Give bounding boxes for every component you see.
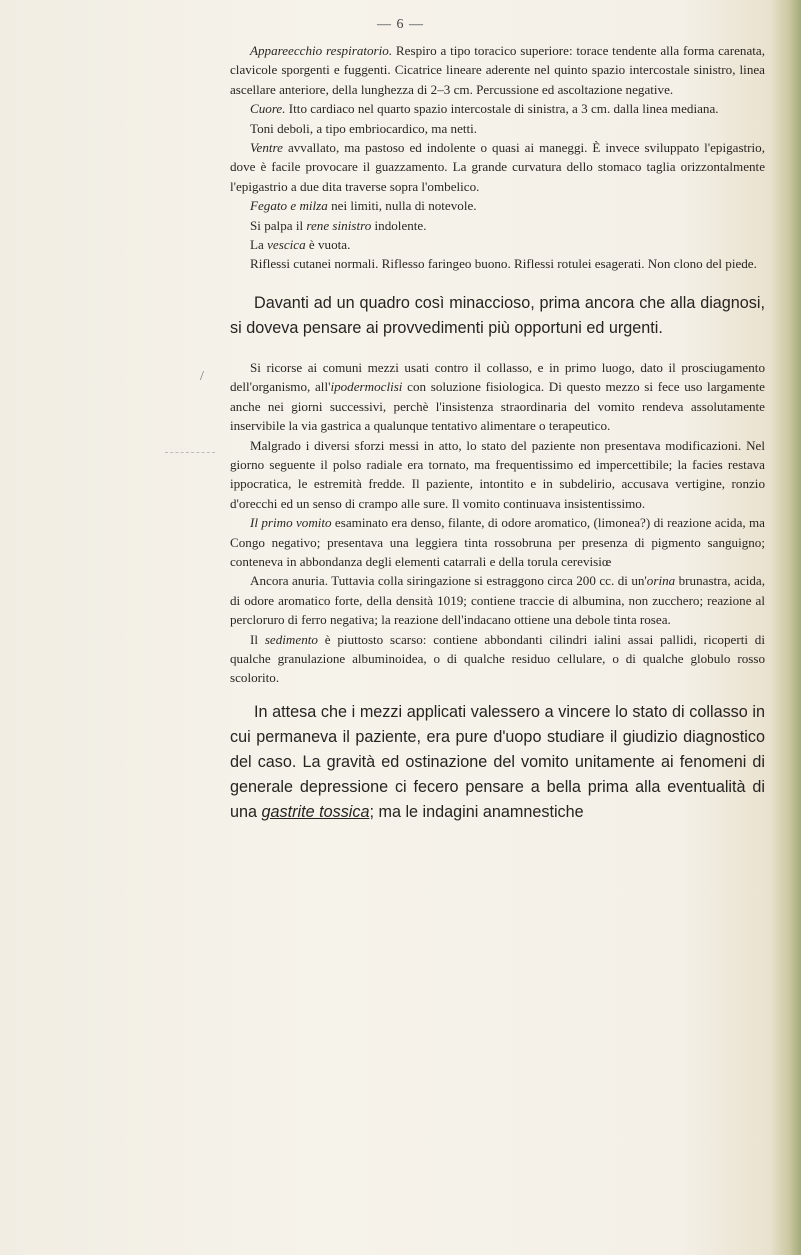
paragraph-respiratory: Appareecchio respiratorio. Respiro a tipo toracico superiore: torace tendente alla forma carenata, clavicole sporgenti e fuggenti. Cicatrice lineare aderente nel quinto spazio intercostale sinistro, linea ascellare anteriore, della lunghezza di 2–3 cm. Percussione ed ascoltazione negative.	[230, 43, 765, 97]
paragraph-kidney: Si palpa il rene sinistro indolente.	[250, 217, 427, 233]
margin-pencil-mark	[165, 452, 215, 453]
treatment-findings	[230, 358, 765, 688]
paragraph-bladder: La vescica è vuota.	[250, 237, 351, 253]
paragraph-abdomen: Ventre avvallato, ma pastoso ed indolente o quasi ai maneggi. È invece sviluppato l'epigastrio, dove è facile provocare il guazzamento. La grande curvatura dello stomaco taglia orizzontalmente l'epigastrio a due dita traverse sopra l'ombelico.	[230, 140, 765, 194]
emphasis-paragraph-2: In attesa che i mezzi applicati valessero a vincere lo stato di collasso in cui permaneva il paziente, era pure d'uopo studiare il giudizio diagnostico del caso. La gravità ed ostinazione del vomito unitamente ai fenomeni di generale depressione ci fecero pensare a bella prima alla eventualità di una gastrite tossica; ma le indagini anamnestiche	[230, 702, 765, 821]
paragraph-liver: Fegato e milza nei limiti, nulla di notevole.	[250, 198, 477, 214]
paragraph-reflexes: Riflessi cutanei normali. Riflesso faringeo buono. Riflessi rotulei esagerati. Non clono del piede.	[250, 256, 757, 272]
paragraph-urine: Ancora anuria. Tuttavia colla siringazione si estraggono circa 200 cc. di un'orina brunastra, acida, di odore aromatico forte, della densità 1019; contiene traccie di albumina, non zucchero; reazione al percloruro di ferro negativa; la reazione dell'indacano ottiene una debole tinta rosea.	[230, 573, 765, 628]
page-number: — 6 —	[377, 17, 424, 32]
page-edge-shadow	[771, 0, 801, 1255]
emphasis-paragraph-1: Davanti ad un quadro così minaccioso, prima ancora che alla diagnosi, si doveva pensare ai provvedimenti più opportuni ed urgenti.	[230, 293, 765, 337]
paragraph-treatment: Si ricorse ai comuni mezzi usati contro il collasso, e in primo luogo, dato il prosciugamento dell'organismo, all'ipodermoclisi con soluzione fisiologica. Di questo mezzo si fece uso largamente anche nei giorni successivi, perchè l'insistenza straordinaria del vomito rendeva assolutamente inservibile la via gastrica a qualunque tentativo alimentare o terapeutico.	[230, 359, 765, 434]
paragraph-sediment: Il sedimento è piuttosto scarso: contiene abbondanti cilindri ialini assai pallidi, ricoperti di qualche granulazione albuminoidea, o di qualche residuo cellulare, o di qualche globulo rosso scolorito.	[230, 631, 765, 686]
exam-findings	[230, 41, 765, 274]
margin-mark: /	[200, 369, 204, 384]
paragraph-heart-tones: Toni deboli, a tipo embriocardico, ma netti.	[250, 120, 478, 136]
paragraph-progress: Malgrado i diversi sforzi messi in atto, lo stato del paziente non presentava modificazioni. Nel giorno seguente il polso radiale era tornato, ma frequentissimo ed impercettibile; la facies restava ippocratica, le estremità fredde. Il paziente, intontito e in subdelirio, accusava vertigine, ronzio d'orecchi ed un senso di crampo alle sure. Il vomito continuava insistentissimo.	[230, 437, 765, 511]
paragraph-vomit: Il primo vomito esaminato era denso, filante, di odore aromatico, (limonea?) di reazione acida, ma Congo negativo; presentava una leggiera tinta rossobruna per presenza di pigmento sanguigno; conteneva in abbondanza degli elementi catarrali e della torula cerevisiœ	[230, 515, 765, 569]
text-body	[230, 41, 765, 825]
paragraph-heart: Cuore. Itto cardiaco nel quarto spazio intercostale di sinistra, a 3 cm. dalla linea mediana.	[250, 101, 719, 117]
